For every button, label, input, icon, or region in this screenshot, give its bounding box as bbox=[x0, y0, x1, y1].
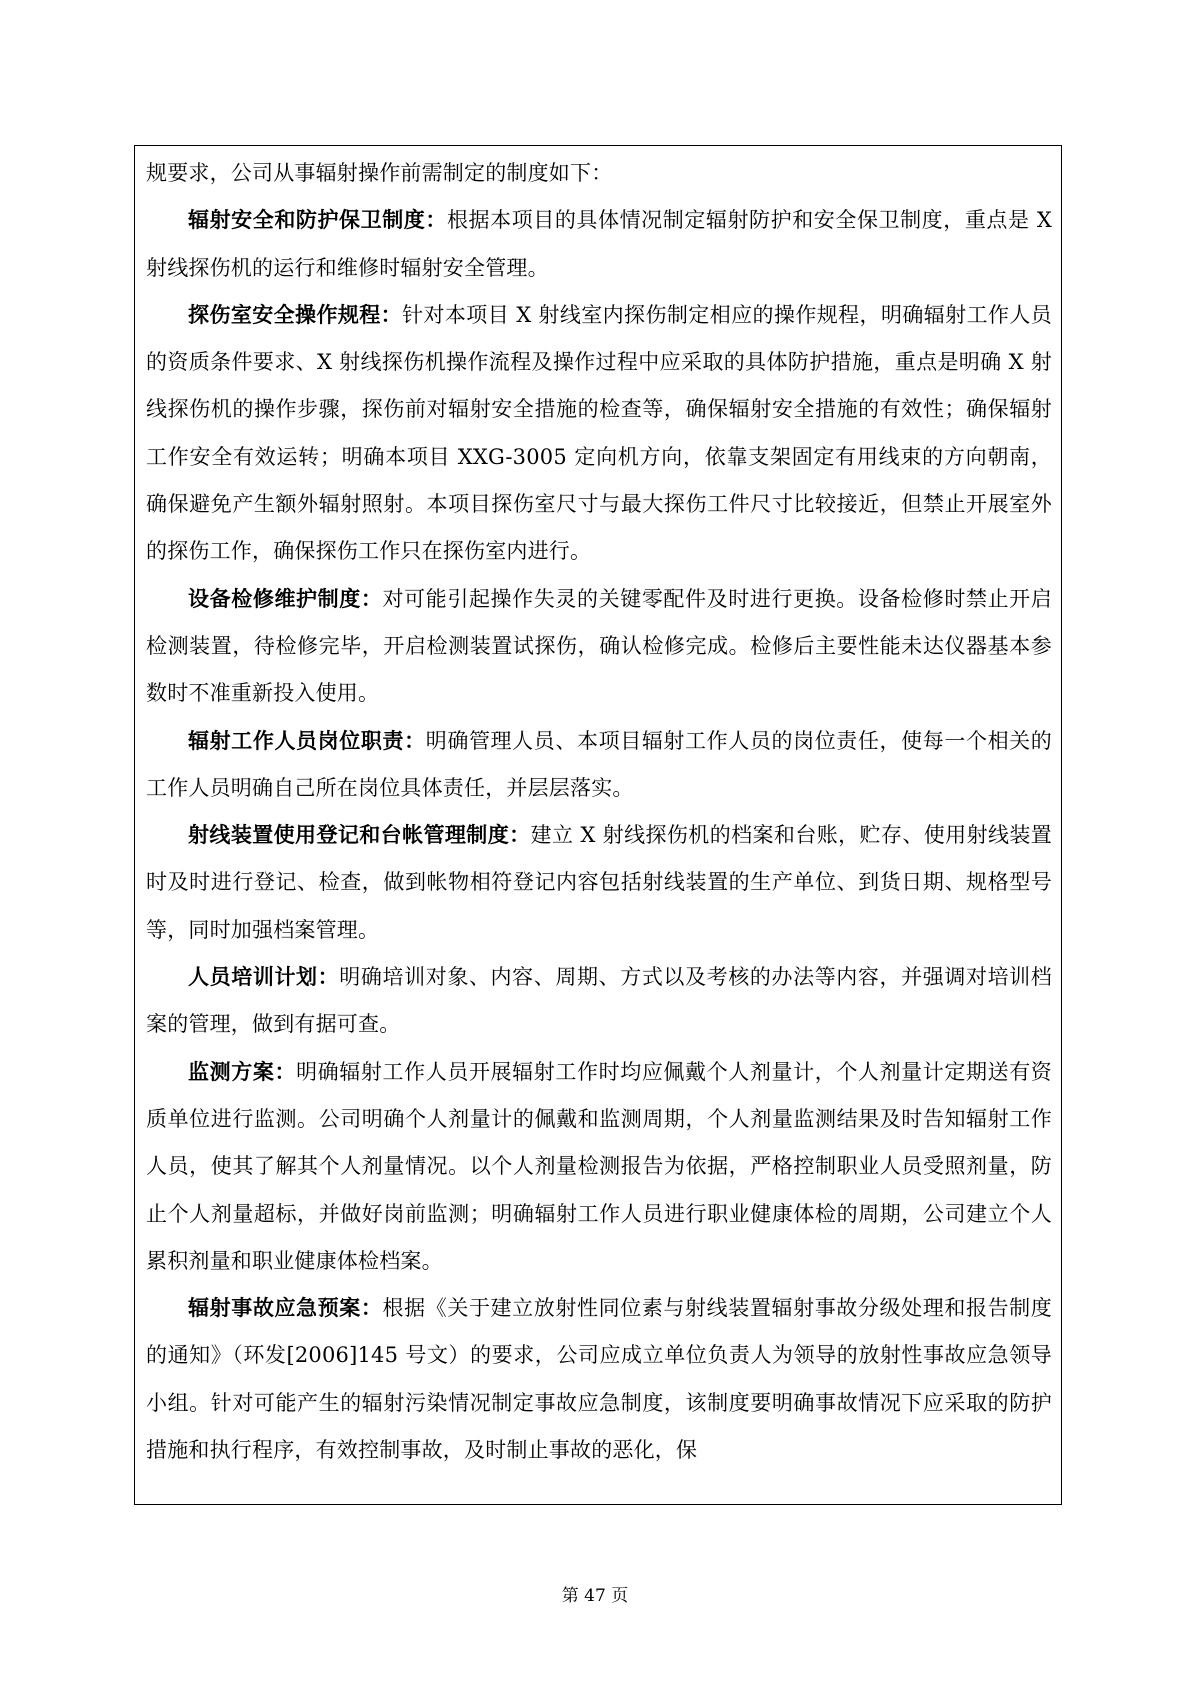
paragraph-text: 根据本项目的具体情况制定辐射防护和安全保卫制度，重点是 X 射线探伤机的运行和维修时辐射安全管理。 bbox=[146, 208, 1052, 280]
paragraph-operating-procedure bbox=[146, 292, 1052, 576]
paragraph-emergency-plan bbox=[146, 1285, 1052, 1474]
paragraph-registration-ledger bbox=[146, 812, 1052, 954]
paragraph-text: 针对本项目 X 射线室内探伤制定相应的操作规程，明确辐射工作人员的资质条件要求、X 射线探伤机操作流程及操作过程中应采取的具体防护措施，重点是明确 X 射线探伤机的操作步骤，探伤前对辐射安全措施的检查等，确保辐射安全措施的有效性；确保辐射工作安全有效运转；明确本项目 XXG-3005 定向机方向，依靠支架固定有用线束的方向朝南，确保避免产生额外辐射照射。本项目探伤室尺寸与最大探伤工件尺寸比较接近，但禁止开展室外的探伤工作，确保探伤工作只在探伤室内进行。 bbox=[146, 302, 1052, 564]
paragraph-monitoring-plan bbox=[146, 1049, 1052, 1285]
paragraph-heading: 辐射安全和防护保卫制度： bbox=[188, 208, 447, 233]
paragraph-heading: 探伤室安全操作规程： bbox=[188, 302, 403, 327]
paragraph-maintenance-system bbox=[146, 576, 1052, 718]
paragraph-heading: 辐射事故应急预案： bbox=[188, 1296, 383, 1321]
paragraph-heading: 监测方案： bbox=[188, 1059, 297, 1084]
paragraph-heading: 设备检修维护制度： bbox=[188, 586, 383, 611]
paragraph-radiation-safety-system bbox=[146, 197, 1052, 292]
paragraph-heading: 射线装置使用登记和台帐管理制度： bbox=[188, 823, 531, 848]
paragraph-job-responsibilities bbox=[146, 718, 1052, 813]
paragraph-heading: 人员培训计划： bbox=[188, 965, 340, 990]
paragraph-text: 对可能引起操作失灵的关键零配件及时进行更换。设备检修时禁止开启检测装置，待检修完毕，开启检测装置试探伤，确认检修完成。检修后主要性能未达仪器基本参数时不准重新投入使用。 bbox=[146, 586, 1052, 706]
page-number: 第 47 页 bbox=[561, 1586, 629, 1606]
paragraph-text: 根据《关于建立放射性同位素与射线装置辐射事故分级处理和报告制度的通知》（环发[2006]145 号文）的要求，公司应成立单位负责人为领导的放射性事故应急领导小组。针对可能产生的辐射污染情况制定事故应急制度，该制度要明确事故情况下应采取的防护措施和执行程序，有效控制事故，及时制止事故的恶化，保 bbox=[146, 1296, 1052, 1463]
paragraph-text: 明确培训对象、内容、周期、方式以及考核的办法等内容，并强调对培训档案的管理，做到有据可查。 bbox=[146, 965, 1052, 1037]
document-body bbox=[146, 150, 1052, 1474]
paragraph-heading: 辐射工作人员岗位职责： bbox=[188, 728, 426, 753]
paragraph-text: 建立 X 射线探伤机的档案和台账，贮存、使用射线装置时及时进行登记、检查，做到帐物相符登记内容包括射线装置的生产单位、到货日期、规格型号等，同时加强档案管理。 bbox=[146, 823, 1053, 942]
intro-paragraph: 规要求，公司从事辐射操作前需制定的制度如下： bbox=[146, 161, 613, 185]
paragraph-text: 明确管理人员、本项目辐射工作人员的岗位责任，使每一个相关的工作人员明确自己所在岗位具体责任，并层层落实。 bbox=[146, 728, 1052, 800]
paragraph-training-plan bbox=[146, 954, 1052, 1049]
paragraph-text: 明确辐射工作人员开展辐射工作时均应佩戴个人剂量计，个人剂量计定期送有资质单位进行监测。公司明确个人剂量计的佩戴和监测周期，个人剂量监测结果及时告知辐射工作人员，使其了解其个人剂量情况。以个人剂量检测报告为依据，严格控制职业人员受照剂量，防止个人剂量超标，并做好岗前监测；明确辐射工作人员进行职业健康体检的周期，公司建立个人累积剂量和职业健康体检档案。 bbox=[146, 1059, 1053, 1273]
